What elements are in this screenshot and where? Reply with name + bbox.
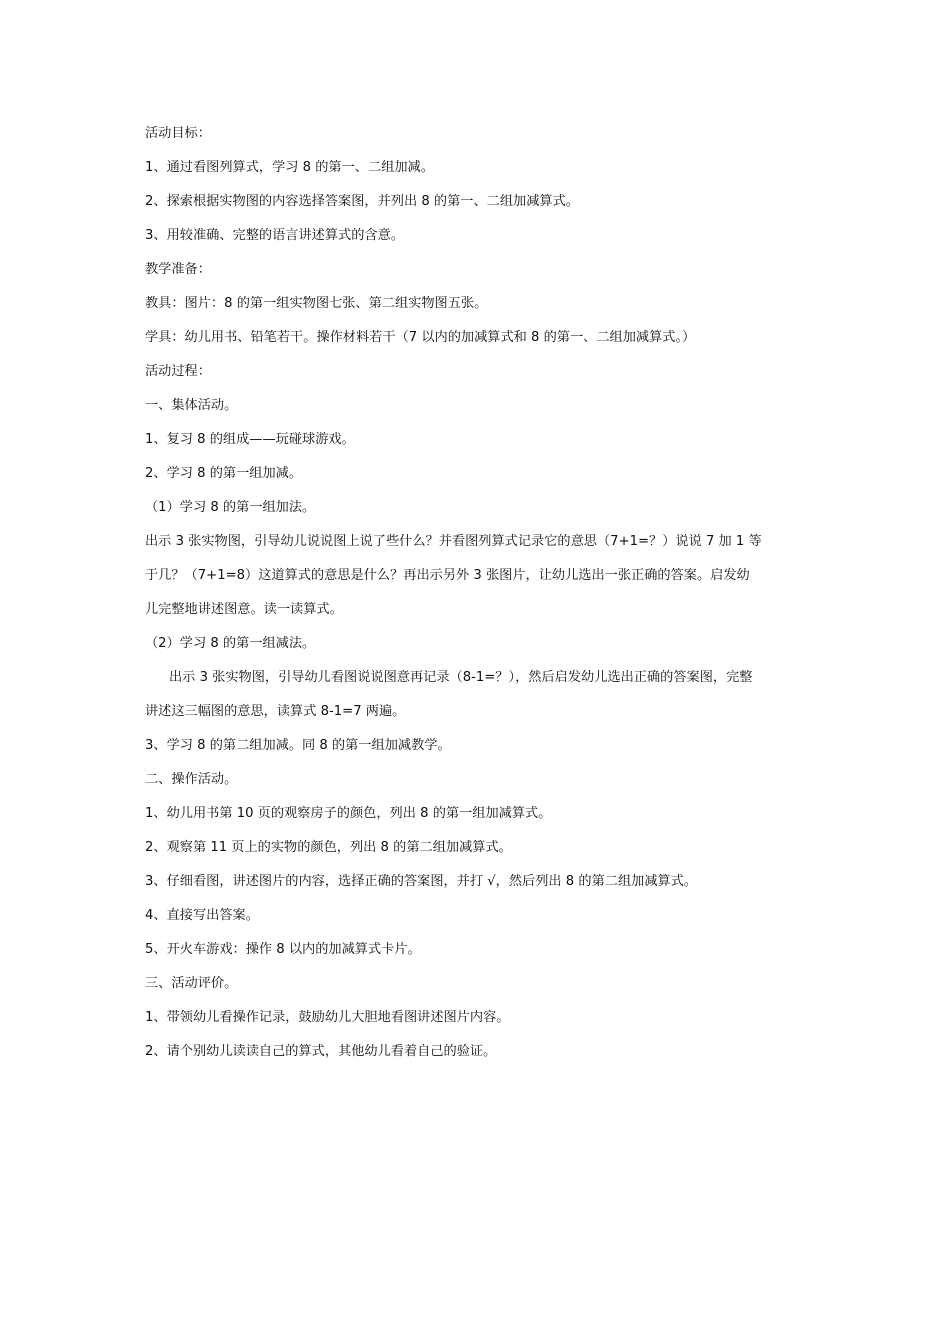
subsection-addition: （1）学习 8 的第一组加法。 [145,500,316,515]
heading-activity-process: 活动过程： [145,364,211,379]
heading-teaching-prep: 教学准备： [145,262,211,277]
section-3-item-1: 1、带领幼儿看操作记录，鼓励幼儿大胆地看图讲述图片内容。 [145,1010,510,1025]
document-body [145,124,817,1062]
section-3-heading: 三、活动评价。 [145,976,238,991]
addition-paragraph-line-2: 于几？（7+1=8）这道算式的意思是什么？再出示另外 3 张图片，让幼儿选出一张正确的答案。启发幼 [145,568,750,583]
goal-item-3: 3、用较准确、完整的语言讲述算式的含意。 [145,228,404,243]
subtraction-paragraph-line-2: 讲述这三幅图的意思，读算式 8-1=7 两遍。 [145,704,406,719]
subtraction-paragraph-line-1: 出示 3 张实物图，引导幼儿看图说说图意再记录（8-1=？），然后启发幼儿选出正确的答案图，完整 [169,670,753,685]
prep-teaching-aids: 教具：图片：8 的第一组实物图七张、第二组实物图五张。 [145,296,488,311]
goal-item-1: 1、通过看图列算式，学习 8 的第一、二组加减。 [145,160,434,175]
heading-activity-goals: 活动目标： [145,126,211,141]
section-1-heading: 一、集体活动。 [145,398,238,413]
section-2-heading: 二、操作活动。 [145,772,238,787]
subsection-subtraction: （2）学习 8 的第一组减法。 [145,636,316,651]
section-2-item-2: 2、观察第 11 页上的实物的颜色，列出 8 的第二组加减算式。 [145,840,512,855]
section-1-item-3: 3、学习 8 的第二组加减。同 8 的第一组加减教学。 [145,738,451,753]
section-1-item-1: 1、复习 8 的组成——玩碰球游戏。 [145,432,355,447]
section-2-item-3: 3、仔细看图，讲述图片的内容，选择正确的答案图，并打 √，然后列出 8 的第二组加减算式。 [145,874,698,889]
prep-learning-aids: 学具：幼儿用书、铅笔若干。操作材料若干（7 以内的加减算式和 8 的第一、二组加减算式。） [145,330,696,345]
section-2-item-1: 1、幼儿用书第 10 页的观察房子的颜色，列出 8 的第一组加减算式。 [145,806,552,821]
section-2-item-5: 5、开火车游戏：操作 8 以内的加减算式卡片。 [145,942,421,957]
addition-paragraph-line-3: 儿完整地讲述图意。读一读算式。 [145,602,343,617]
section-3-item-2: 2、请个别幼儿读读自己的算式，其他幼儿看着自己的验证。 [145,1044,497,1059]
section-1-item-2: 2、学习 8 的第一组加减。 [145,466,303,481]
goal-item-2: 2、探索根据实物图的内容选择答案图，并列出 8 的第一、二组加减算式。 [145,194,579,209]
addition-paragraph-line-1: 出示 3 张实物图，引导幼儿说说图上说了些什么？并看图列算式记录它的意思（7+1=？）说说 7 加 1 等 [145,534,762,549]
section-2-item-4: 4、直接写出答案。 [145,908,259,923]
